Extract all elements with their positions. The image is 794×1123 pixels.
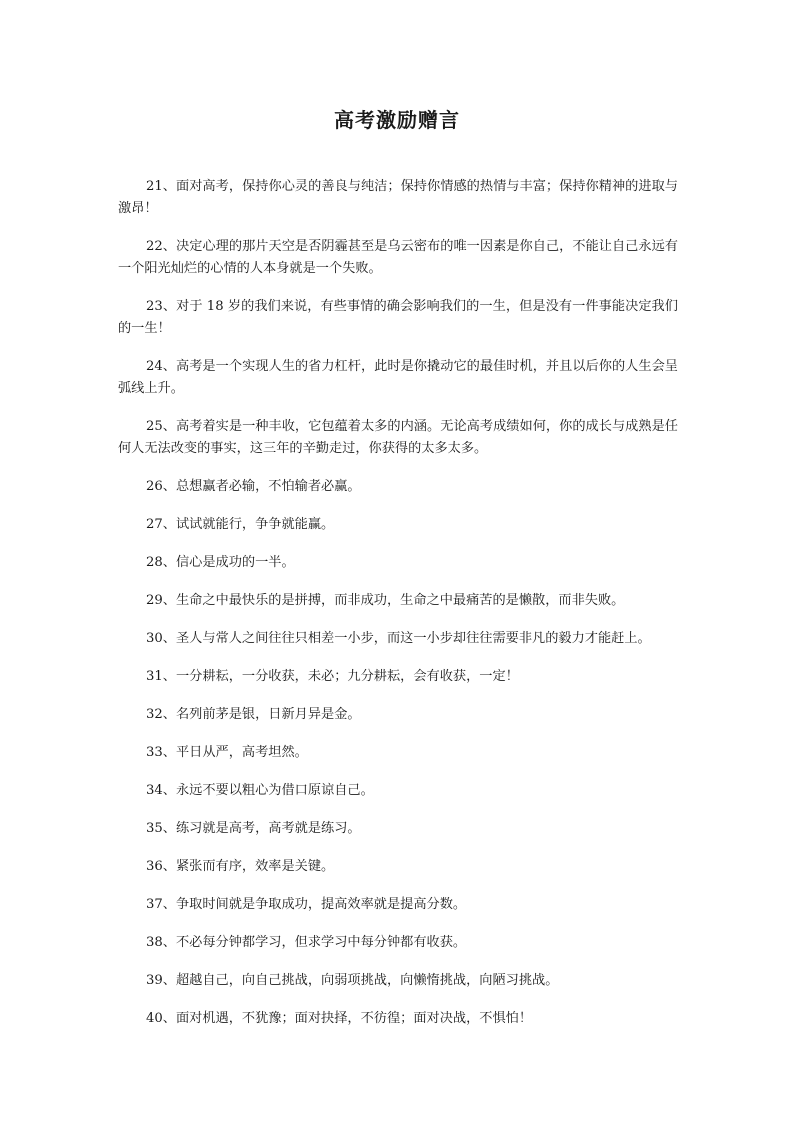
paragraph-33: 33、平日从严，高考坦然。 bbox=[146, 745, 308, 760]
document-body bbox=[118, 176, 678, 1046]
paragraph-25: 25、高考着实是一种丰收，它包蕴着太多的内涵。无论高考成绩如何，你的成长与成熟是任何人无法改变的事实，这三年的辛勤走过，你获得的太多太多。 bbox=[118, 419, 678, 456]
paragraph-30: 30、圣人与常人之间往往只相差一小步，而这一小步却往往需要非凡的毅力才能赶上。 bbox=[146, 631, 651, 646]
page-title: 高考激励赠言 bbox=[334, 108, 460, 132]
paragraph-22: 22、决定心理的那片天空是否阴霾甚至是乌云密布的唯一因素是你自己，不能让自己永远有一个阳光灿烂的心情的人本身就是一个失败。 bbox=[118, 239, 678, 276]
paragraph-21: 21、面对高考，保持你心灵的善良与纯洁；保持你情感的热情与丰富；保持你精神的进取与激昂！ bbox=[118, 179, 678, 216]
paragraph-40: 40、面对机遇，不犹豫；面对抉择，不彷徨；面对决战，不惧怕！ bbox=[146, 1011, 533, 1026]
paragraph-28: 28、信心是成功的一半。 bbox=[146, 555, 295, 570]
paragraph-38: 38、不必每分钟都学习，但求学习中每分钟都有收获。 bbox=[146, 935, 467, 950]
paragraph-23: 23、对于 18 岁的我们来说，有些事情的确会影响我们的一生，但是没有一件事能决定我们的一生！ bbox=[118, 299, 678, 336]
paragraph-35: 35、练习就是高考，高考就是练习。 bbox=[146, 821, 361, 836]
paragraph-31: 31、一分耕耘，一分收获，未必；九分耕耘，会有收获，一定！ bbox=[146, 669, 519, 684]
paragraph-27: 27、试试就能行，争争就能赢。 bbox=[146, 517, 335, 532]
paragraph-29: 29、生命之中最快乐的是拼搏，而非成功，生命之中最痛苦的是懒散，而非失败。 bbox=[146, 593, 625, 608]
paragraph-37: 37、争取时间就是争取成功，提高效率就是提高分数。 bbox=[146, 897, 467, 912]
paragraph-26: 26、总想赢者必输，不怕输者必赢。 bbox=[146, 479, 361, 494]
paragraph-36: 36、紧张而有序，效率是关键。 bbox=[146, 859, 335, 874]
paragraph-32: 32、名列前茅是银，日新月异是金。 bbox=[146, 707, 361, 722]
paragraph-34: 34、永远不要以粗心为借口原谅自己。 bbox=[146, 783, 374, 798]
paragraph-39: 39、超越自己，向自己挑战，向弱项挑战，向懒惰挑战，向陋习挑战。 bbox=[146, 973, 559, 988]
paragraph-24: 24、高考是一个实现人生的省力杠杆，此时是你撬动它的最佳时机，并且以后你的人生会呈弧线上升。 bbox=[118, 359, 678, 396]
